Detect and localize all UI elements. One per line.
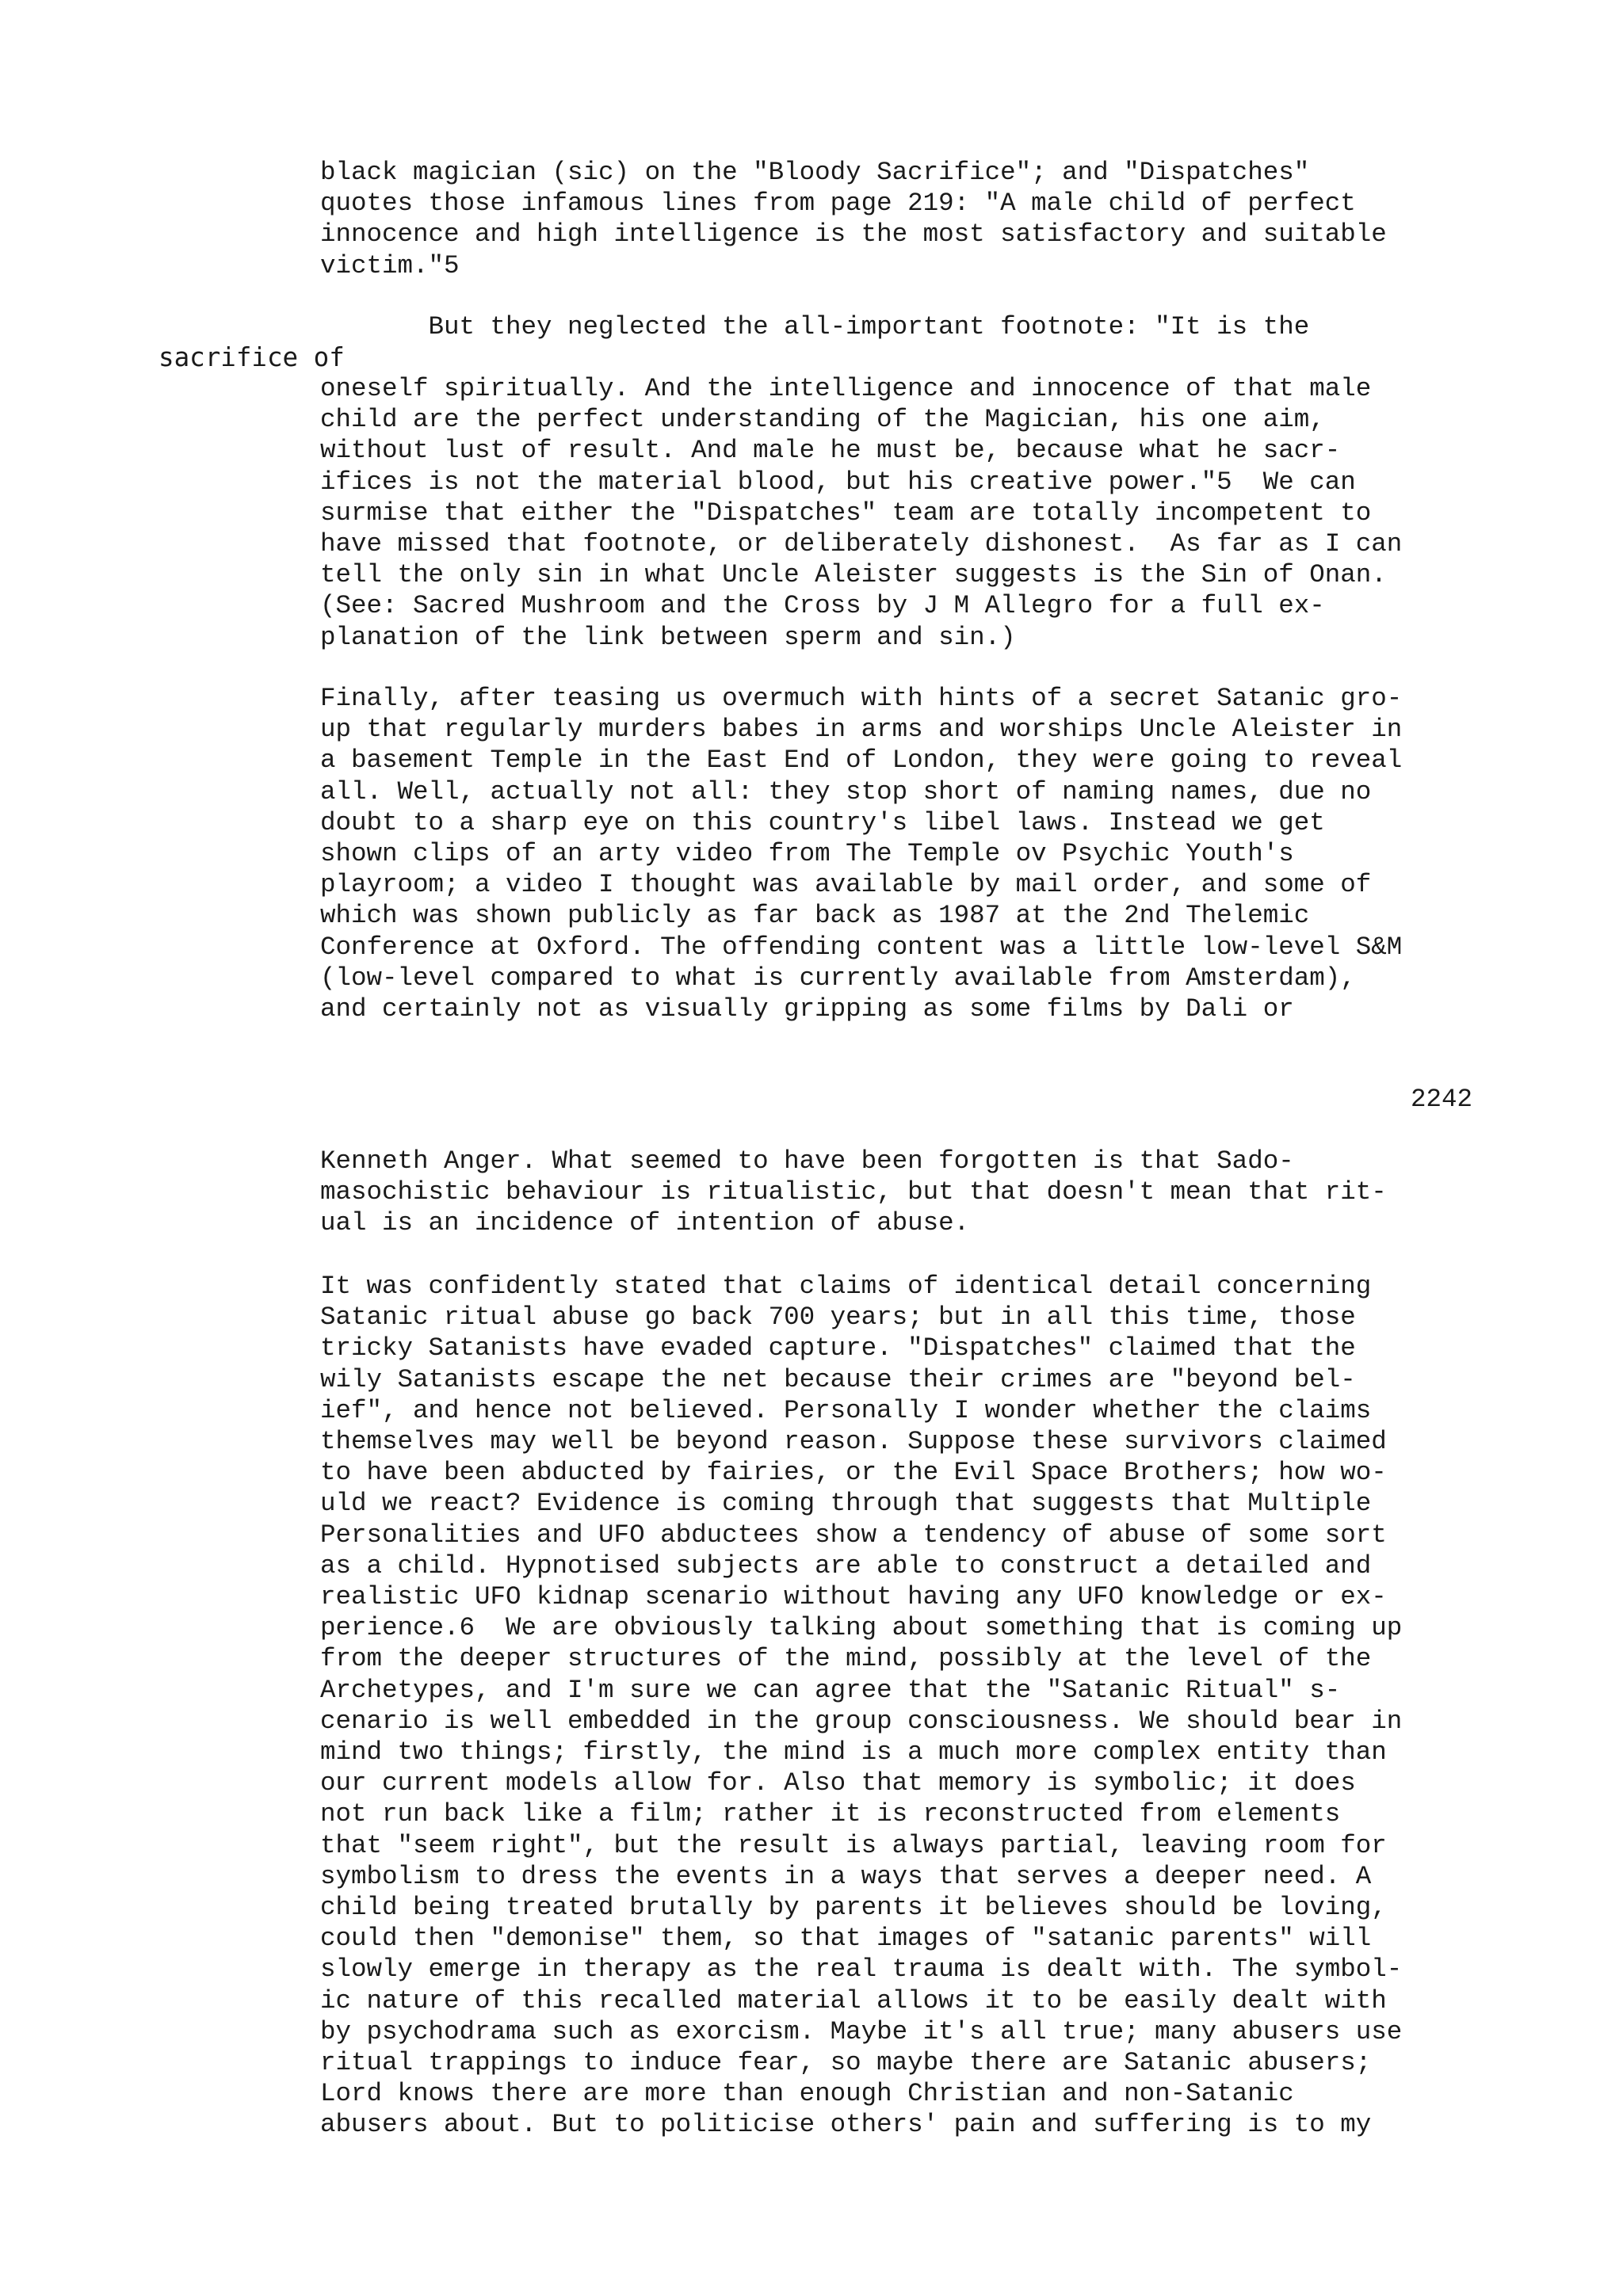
paragraph-ritual-abuse-claims: It was confidently stated that claims of identical detail concerning Satanic ritual abuse go back 700 years; but in all this time, those tricky Satanists have evaded capture. "Dispatches" claimed that the wily Satanists escape the net because their crimes are "beyond bel- ief", and hence not believed. Personally I wonder whether the claims themselves may well be beyond reason. Suppose these survivors claimed to have been abducted by fairies, or the Evil Space Brothers; how wo- uld we react? Evidence is coming through that suggests that Multiple Personalities and UFO abductees show a tendency of abuse of some sort as a child. Hypnotised subjects are able to construct a detailed and realistic UFO kidnap scenario without having any UFO knowledge or ex- perience.6 We are obviously talking about something that is coming up from the deeper structures of the mind, possibly at the level of the Archetypes, and I'm sure we can agree that the "Satanic Ritual" s- cenario is well embedded in the group consciousness. We should bear in mind two things; firstly, the mind is a much more complex entity than our current models allow for. Also that memory is symbolic; it does not run back like a film; rather it is reconstructed from elements that "seem right", but the result is always partial, leaving room for symbolism to dress the events in a ways that serves a deeper need. A child being treated brutally by parents it believes should be loving, could then "demonise" them, so that images of "satanic parents" will slowly emerge in therapy as the real trauma is dealt with. The symbol- ic nature of this recalled material allows it to be easily dealt with by psychodrama such as exorcism. Maybe it's all true; many abusers use ritual trappings to induce fear, so maybe there are Satanic abusers; Lord knows there are more than enough Christian and non-Satanic abusers about. But to politicise others' pain and suffering is to my [320, 1272, 1403, 2140]
paragraph-footnote-first-line: But they neglected the all-important footnote: "It is the [320, 312, 1310, 341]
page-number: 2242 [1410, 1085, 1472, 1114]
paragraph-footnote-outdent: sacrifice of [158, 342, 345, 372]
paragraph-footnote-rest: oneself spiritually. And the intelligence and innocence of that male child are the perfect understanding of the Magician, his one aim, without lust of result. And male he must be, because what he sacr- ifices is not the material blood, but his creative power."5 We can surmise that either the "Dispatches" team are totally incompetent to have missed that footnote, or deliberately dishonest. As far as I can tell the only sin in what Uncle Aleister suggests is the Sin of Onan. (See: Sacred Mushroom and the Cross by J M Allegro for a full ex- planation of the link between sperm and sin.) [320, 374, 1403, 652]
paragraph-bloody-sacrifice: black magician (sic) on the "Bloody Sacrifice"; and "Dispatches" quotes those infamous lines from page 219: "A male child of perfect innocence and high intelligence is the most satisfactory and suitable victim."5 [320, 158, 1387, 280]
paragraph-kenneth-anger: Kenneth Anger. What seemed to have been forgotten is that Sado- masochistic behaviour is ritualistic, but that doesn't mean that rit- ual is an incidence of intention of abuse. [320, 1146, 1387, 1238]
paragraph-satanic-group: Finally, after teasing us overmuch with hints of a secret Satanic gro- up that regularly murders babes in arms and worships Uncle Aleister in a basement Temple in the East End of London, they were going to reveal all. Well, actually not all: they stop short of naming names, due no doubt to a sharp eye on this country's libel laws. Instead we get shown clips of an arty video from The Temple ov Psychic Youth's playroom; a video I thought was available by mail order, and some of which was shown publicly as far back as 1987 at the 2nd Thelemic Conference at Oxford. The offending content was a little low-level S&M (low-level compared to what is currently available from Amsterdam), and certainly not as visually gripping as some films by Dali or [320, 684, 1403, 1024]
